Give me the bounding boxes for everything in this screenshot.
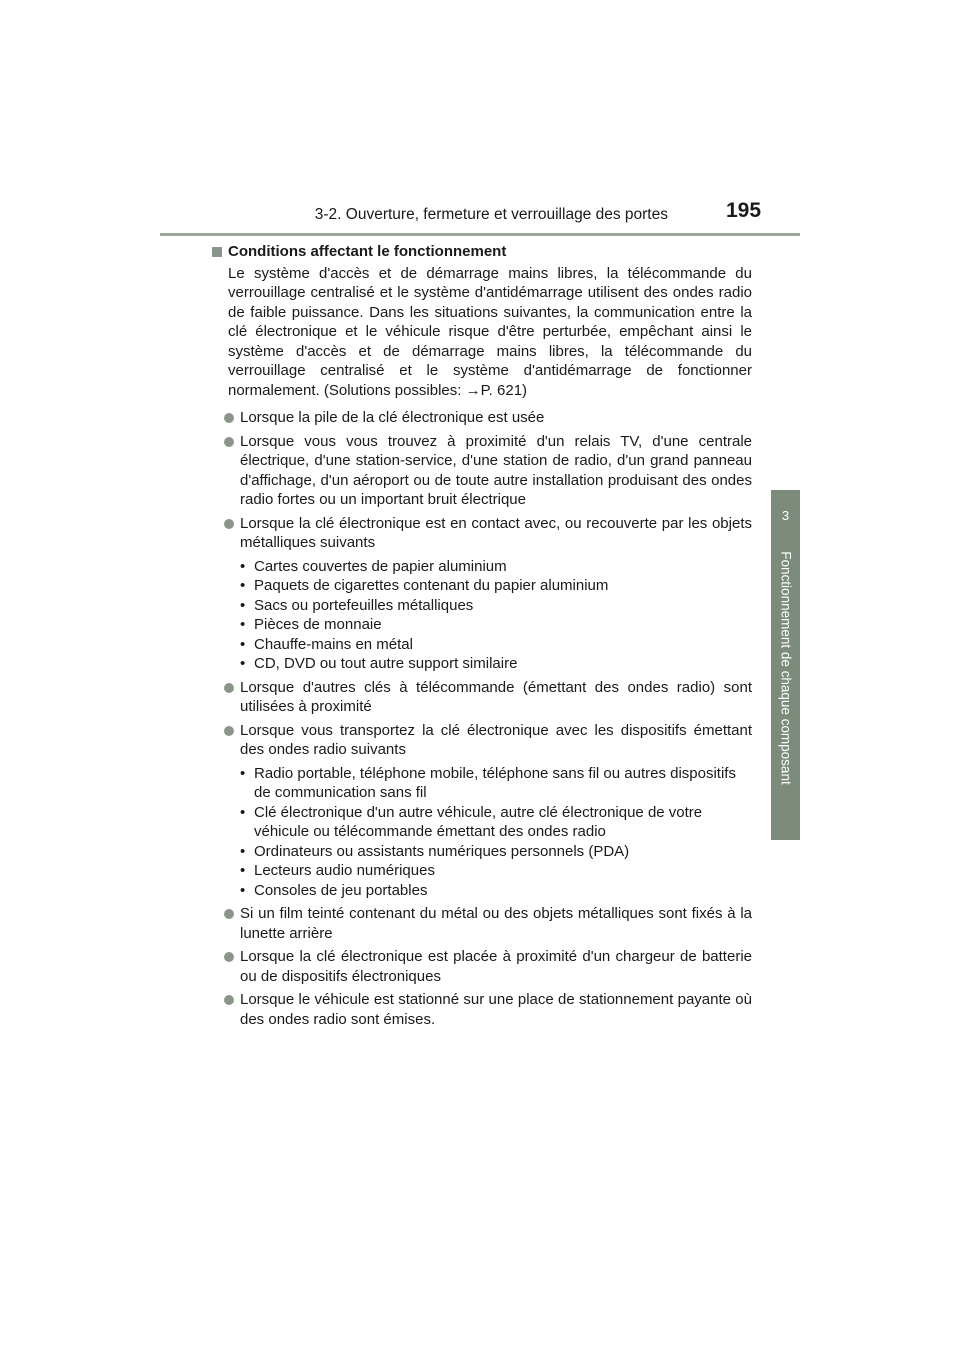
sub-list-item: • Clé électronique d'un autre véhicule, autre clé électronique de votre véhicule ou télécommande émettant des ondes radio	[240, 803, 703, 840]
list-item	[212, 990, 752, 1029]
section-heading	[212, 242, 752, 262]
round-bullet-icon	[224, 683, 234, 693]
round-bullet-icon	[224, 952, 234, 962]
list-item	[212, 947, 752, 986]
chapter-tab	[771, 490, 800, 840]
round-bullet-icon	[224, 995, 234, 1005]
sub-list-item: • Sacs ou portefeuilles métalliques	[240, 596, 474, 614]
list-item-text: Lorsque le véhicule est stationné sur une place de stationnement payante où des ondes radio sont émises.	[240, 991, 752, 1028]
list-item-text: Lorsque la pile de la clé électronique est usée	[240, 409, 545, 426]
radio-devices-list	[212, 764, 752, 901]
section-intro: Le système d'accès et de démarrage mains libres, la télécommande du verrouillage centralisé et le système d'antidémarrage utilisent des ondes radio de faible puissance. Dans les situations suivantes, la communication entre la clé électronique et le véhicule risque d'être perturbée, empêchant ainsi le système d'accès et de démarrage mains libres, la télécommande du verrouillage centralisé et le système d'antidémarrage de fonctionner normalement. (Solutions possibles: →P. 621)	[228, 264, 752, 399]
list-item-text: Lorsque la clé électronique est en contact avec, ou recouverte par les objets métalliques suivants	[240, 514, 752, 551]
running-header: 3-2. Ouverture, fermeture et verrouillage des portes	[314, 206, 668, 223]
round-bullet-icon	[224, 519, 234, 529]
sub-list-item: • Paquets de cigarettes contenant du papier aluminium	[240, 577, 609, 594]
sub-list-item: • Chauffe-mains en métal	[240, 635, 413, 653]
chapter-label: Fonctionnement de chaque composant	[778, 551, 793, 785]
metal-objects-list	[212, 557, 752, 674]
round-bullet-icon	[224, 909, 234, 919]
section-title-text: Conditions affectant le fonctionnement	[228, 243, 507, 260]
round-bullet-icon	[224, 413, 234, 423]
chapter-number: 3	[781, 508, 790, 523]
list-item	[212, 408, 752, 428]
list-item-text: Lorsque la clé électronique est placée à proximité d'un chargeur de batterie ou de dispositifs électroniques	[240, 948, 752, 985]
list-item	[212, 721, 752, 760]
list-item	[212, 432, 752, 510]
sub-list-item: • Consoles de jeu portables	[240, 881, 428, 899]
list-item-text: Lorsque d'autres clés à télécommande (émettant des ondes radio) sont utilisées à proximité	[240, 678, 752, 715]
list-item-text: Lorsque vous transportez la clé électronique avec les dispositifs émettant des ondes radio suivants	[240, 721, 752, 758]
sub-list-item: • Pièces de monnaie	[240, 616, 382, 633]
round-bullet-icon	[224, 437, 234, 447]
list-item	[212, 904, 752, 943]
list-item-text: Lorsque vous vous trouvez à proximité d'un relais TV, d'une centrale électrique, d'une station-service, d'une station de radio, d'un grand panneau d'affichage, d'un aéroport ou de toute autre installation produisant des ondes radio fortes ou un important bruit électrique	[240, 432, 752, 508]
page-content	[212, 242, 752, 1033]
sub-list-item: • Cartes couvertes de papier aluminium	[240, 557, 507, 575]
sub-list-item: • CD, DVD ou tout autre support similaire	[240, 655, 518, 672]
list-item	[212, 514, 752, 553]
round-bullet-icon	[224, 726, 234, 736]
list-item	[212, 678, 752, 717]
header-rule	[160, 233, 800, 236]
square-bullet-icon	[212, 247, 222, 257]
page-number: 195	[726, 199, 762, 222]
list-item-text: Si un film teinté contenant du métal ou des objets métalliques sont fixés à la lunette arrière	[240, 905, 752, 942]
sub-list-item: • Radio portable, téléphone mobile, téléphone sans fil ou autres dispositifs de communication sans fil	[240, 764, 736, 801]
sub-list-item: • Ordinateurs ou assistants numériques personnels (PDA)	[240, 842, 630, 860]
sub-list-item: • Lecteurs audio numériques	[240, 862, 435, 879]
